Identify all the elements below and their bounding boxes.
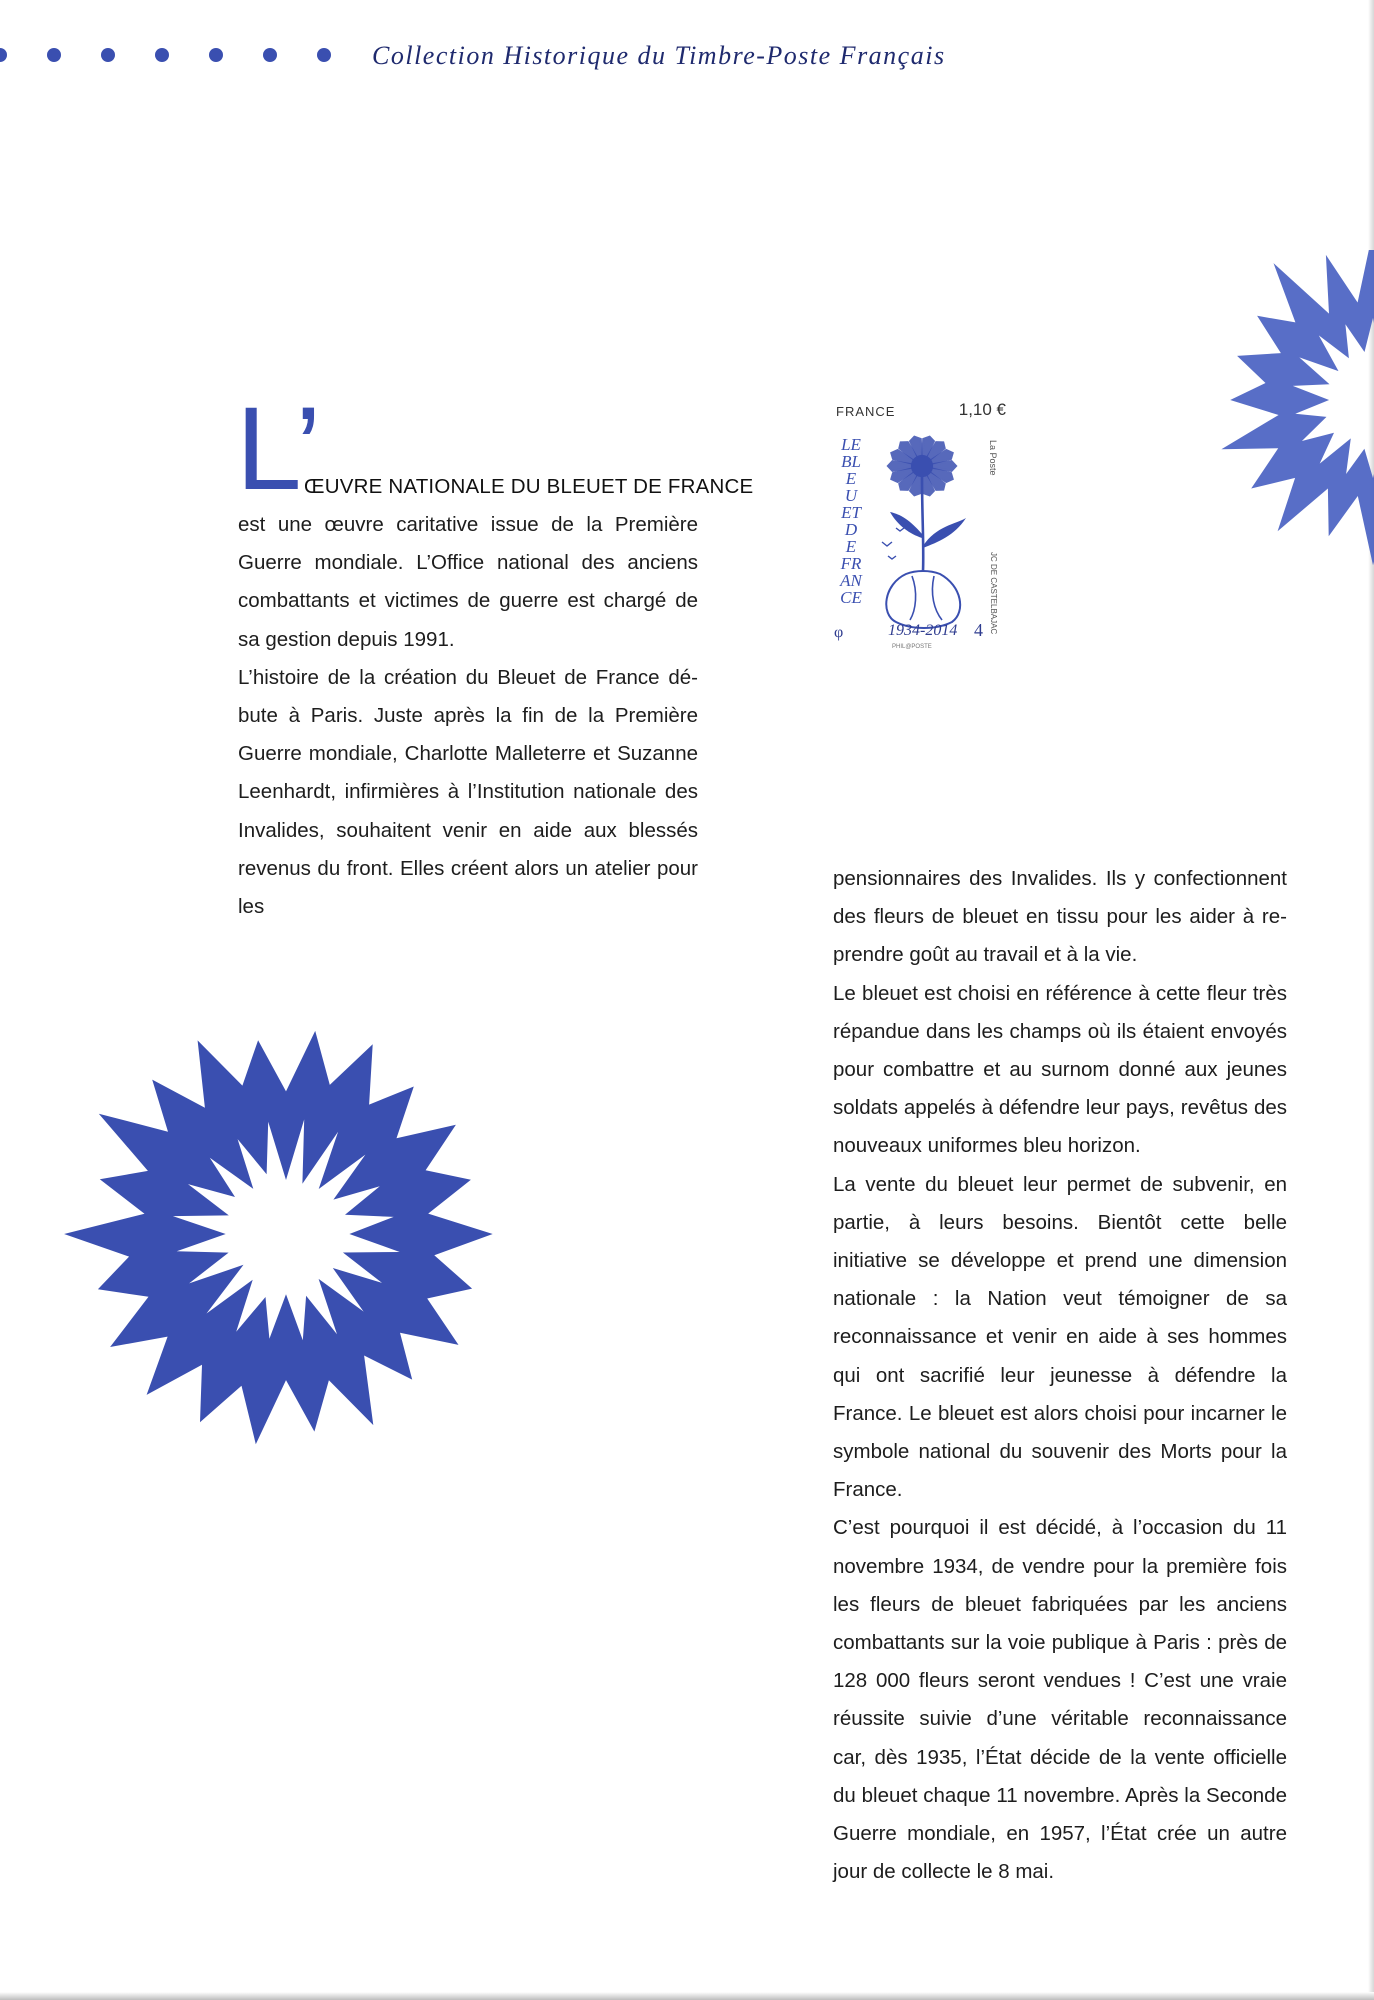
paragraph: C’est pourquoi il est décidé, à l’occasion du 11 novembre 1934, de vendre pour la première fois les fleurs de bleuet fabriquées par les anciens combattants sur la voie publique à Paris : près de 128 000 fleurs seront vendues ! C’est une vraie réussite suivie d’une véritable reconnaissance car, dès 1935, l’État décide de la vente officielle du bleuet chaque 11 novembre. Après la Seconde Guerre mondiale, en 1957, l’État crée un autre jour de collecte le 8 mai. — [833, 1516, 1287, 1884]
header-dot — [317, 48, 331, 62]
right-text-column — [833, 860, 1287, 1891]
stamp-dates: 1934-2014 — [888, 622, 958, 639]
stamp-denomination: 4 — [974, 620, 983, 640]
stamp-imprint: PHIL@POSTE — [892, 644, 932, 650]
header-dot — [101, 48, 115, 62]
stamp — [826, 396, 1008, 658]
header-dot — [47, 48, 61, 62]
header-dot — [263, 48, 277, 62]
page-header — [0, 38, 1374, 74]
stamp-legend: LE BLEUET DE FRANCE — [840, 435, 862, 607]
header-dot — [0, 48, 7, 62]
collection-title: Collection Historique du Timbre-Poste Français — [372, 41, 946, 70]
cornflower-decoration-partial-icon — [1198, 250, 1374, 600]
stamp-phi: φ — [834, 624, 844, 641]
page-bottom-edge — [0, 1992, 1374, 2000]
paragraph: pensionnaires des Invalides. Ils y confectionnent des fleurs de bleuet en tissu pour les aider à reprendre goût au travail et à la vie. — [833, 867, 1287, 967]
paragraph: L’histoire de la création du Bleuet de France débute à Paris. Juste après la fin de la Première Guerre mondiale, Charlotte Malleterre et Suzanne Leenhardt, infirmières à l’Institution nationale des Invalides, souhaitent venir en aide aux blessés revenus du front. Elles créent alors un atelier pour les — [238, 665, 698, 919]
stamp-designer: JC DE CASTELBAJAC — [989, 552, 998, 635]
cornflower-decoration-icon — [62, 1010, 510, 1458]
paragraph: est une œuvre caritative issue de la Première Guerre mondiale. L’Office national des anciens combattants et victimes de guerre est chargé de sa gestion depuis 1991. — [238, 513, 698, 651]
heading-text: ŒUVRE NATIONALE DU BLEUET DE FRANCE — [304, 475, 754, 498]
stamp-country: FRANCE — [836, 404, 896, 419]
stamp-value: 1,10 € — [958, 400, 1006, 419]
left-text-column — [236, 383, 754, 926]
header-dot — [209, 48, 223, 62]
paragraph: Le bleuet est choisi en référence à cette fleur très répandue dans les champs où ils étaient envoyés pour combattre et au surnom donné aux jeunes soldats appelés à défendre leur pays, revêtus des nouveaux uniformes bleu horizon. — [833, 981, 1287, 1158]
drop-cap: L’ — [236, 383, 322, 515]
paragraph: La vente du bleuet leur permet de subvenir, en partie, à leurs besoins. Bientôt cette belle initiative se développe et prend une dimension nationale : la Nation veut témoigner de sa reconnaissance et venir en aide à ses hommes qui ont sacrifié leur jeunesse à défendre la France. Le bleuet est alors choisi pour incarner le symbole national du souvenir des Morts pour la France. — [833, 1172, 1287, 1502]
heading-line — [236, 383, 754, 515]
stamp-la-poste: La Poste — [988, 440, 998, 476]
header-dot — [155, 48, 169, 62]
